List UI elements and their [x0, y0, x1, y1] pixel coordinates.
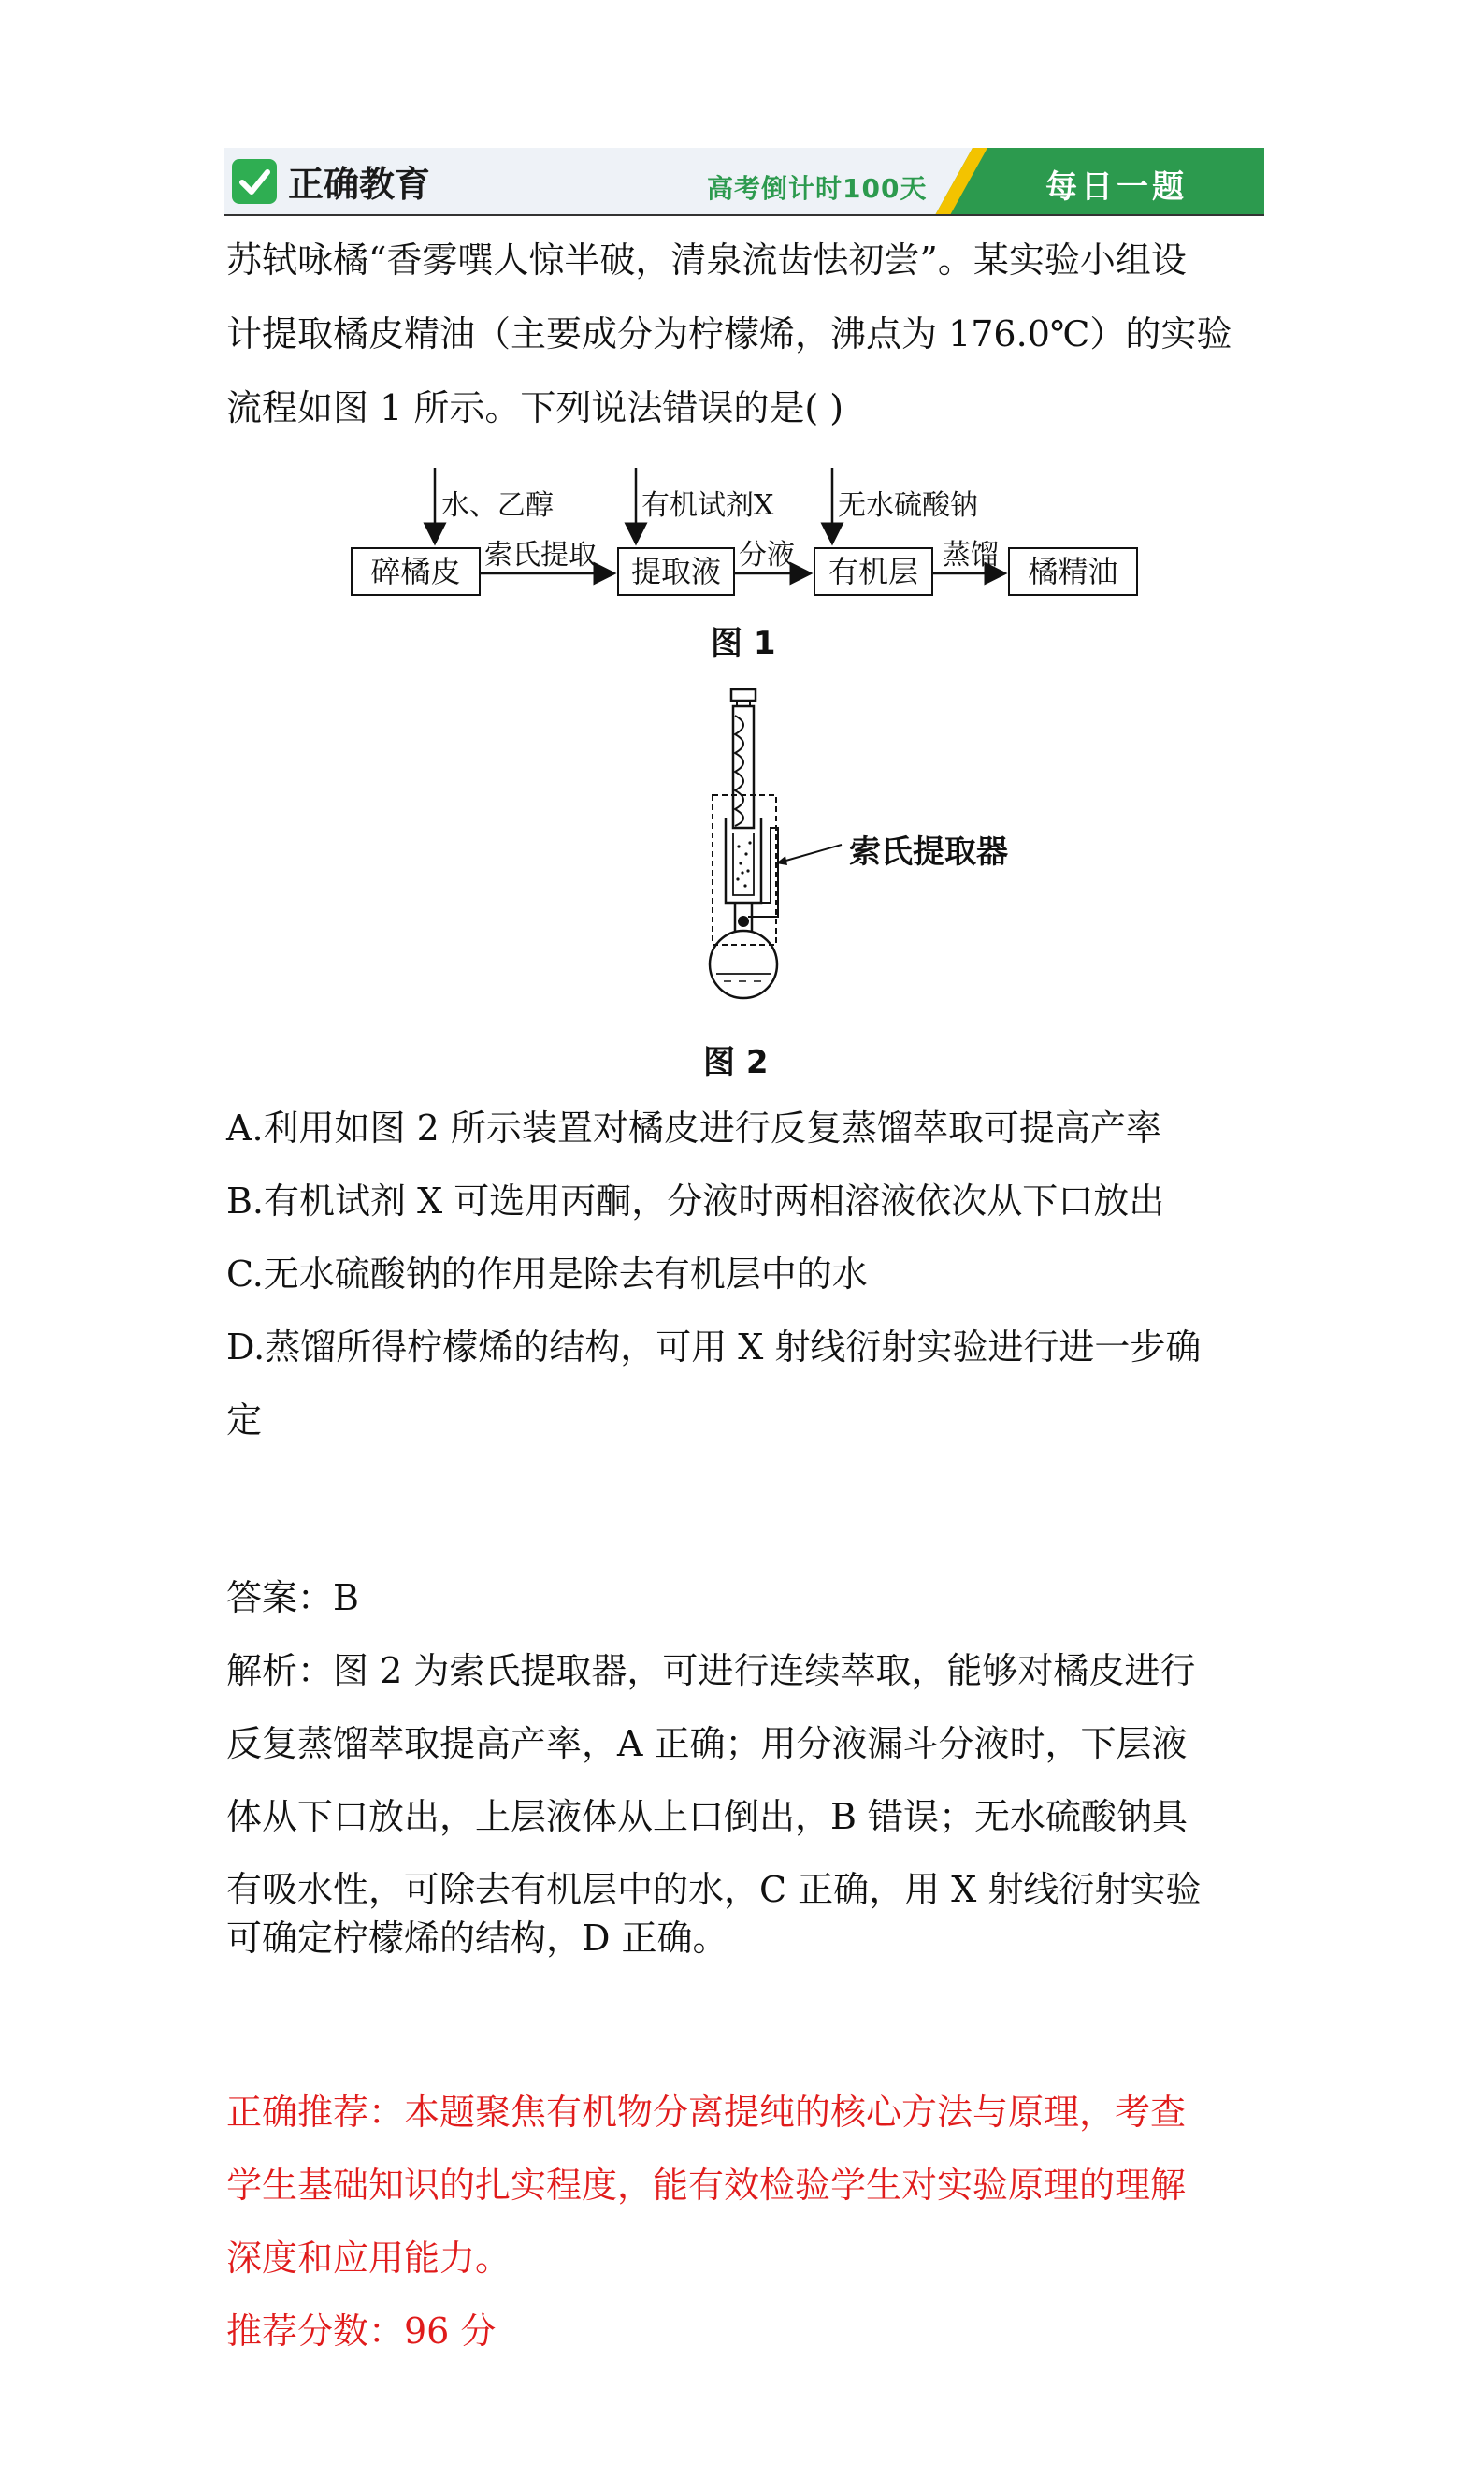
input-label-sodium-sulfate: 无水硫酸钠: [838, 489, 978, 522]
question-line-1: 苏轼咏橘“香雾噀人惊半破，清泉流齿怯初尝”。某实验小组设: [226, 239, 1187, 281]
figure2-caption: 图 2: [703, 1044, 769, 1081]
option-a: A.利用如图 2 所示装置对橘皮进行反复蒸馏萃取可提高产率: [226, 1108, 1161, 1149]
recommendation-line-1: 正确推荐：本题聚焦有机物分离提纯的核心方法与原理，考查: [226, 2092, 1187, 2133]
recommended-score: 推荐分数：96 分: [226, 2310, 497, 2352]
input-label-reagent-x: 有机试剂X: [641, 489, 774, 522]
box-organic-layer: 有机层: [814, 547, 933, 596]
soxhlet-apparatus: [692, 688, 1010, 1006]
header-divider: [224, 214, 1264, 216]
box-peel: 碎橘皮: [351, 547, 481, 596]
countdown-text: 高考倒计时100天: [707, 173, 928, 204]
question-line-2: 计提取橘皮精油（主要成分为柠檬烯，沸点为 176.0℃）的实验: [226, 313, 1232, 355]
recommendation-line-3: 深度和应用能力。: [226, 2238, 511, 2279]
check-logo-icon: [232, 159, 277, 204]
soxhlet-label: 索氏提取器: [849, 833, 1008, 871]
question-line-3: 流程如图 1 所示。下列说法错误的是( ): [226, 387, 844, 428]
analysis-line-4: 有吸水性，可除去有机层中的水，C 正确，用 X 射线衍射实验: [226, 1869, 1202, 1910]
input-label-water-ethanol: 水、乙醇: [441, 489, 554, 522]
option-b: B.有机试剂 X 可选用丙酮，分液时两相溶液依次从下口放出: [226, 1180, 1165, 1222]
analysis-line-5: 可确定柠檬烯的结构，D 正确。: [226, 1918, 728, 1959]
option-d: D.蒸馏所得柠檬烯的结构，可用 X 射线衍射实验进行进一步确: [226, 1326, 1202, 1368]
flow-diagram: [337, 463, 1160, 669]
box-extract: 提取液: [617, 547, 735, 596]
brand-name: 正确教育: [288, 164, 431, 205]
analysis-line-1: 解析：图 2 为索氏提取器，可进行连续萃取，能够对橘皮进行: [226, 1650, 1196, 1691]
option-c: C.无水硫酸钠的作用是除去有机层中的水: [226, 1253, 868, 1295]
box-essential-oil: 橘精油: [1008, 547, 1138, 596]
recommendation-line-2: 学生基础知识的扎实程度，能有效检验学生对实验原理的理解: [226, 2165, 1187, 2206]
step-label-distillation: 蒸馏: [943, 539, 999, 572]
figure1-caption: 图 1: [711, 625, 776, 662]
step-label-separation: 分液: [739, 539, 795, 572]
answer: 答案：B: [226, 1577, 359, 1618]
daily-badge: 每日一题: [1045, 168, 1188, 206]
step-label-soxhlet: 索氏提取: [484, 539, 597, 572]
analysis-line-2: 反复蒸馏萃取提高产率，A 正确；用分液漏斗分液时，下层液: [226, 1723, 1188, 1764]
option-d-continued: 定: [226, 1399, 263, 1441]
analysis-line-3: 体从下口放出，上层液体从上口倒出，B 错误；无水硫酸钠具: [226, 1796, 1189, 1837]
